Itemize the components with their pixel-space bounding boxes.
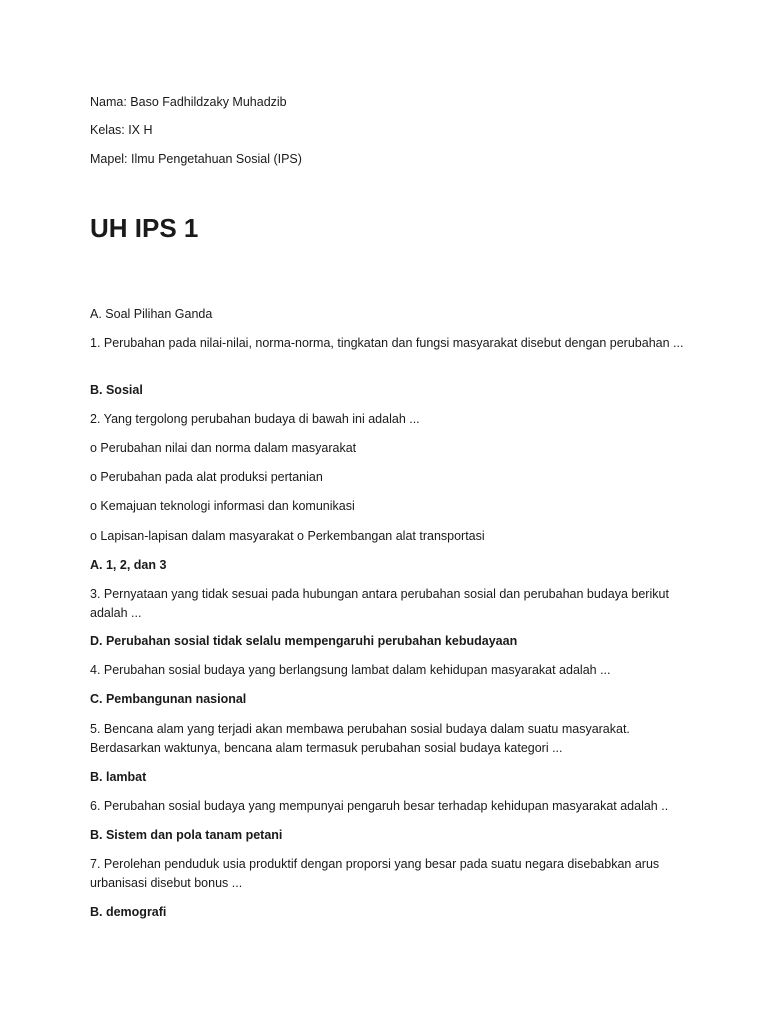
question-7: 7. Perolehan penduduk usia produktif dengan proporsi yang besar pada suatu negara disebabkan arus urbanisasi disebut bonus ... xyxy=(90,857,660,890)
question-6: 6. Perubahan sosial budaya yang mempunyai pengaruh besar terhadap kehidupan masyarakat adalah .. xyxy=(90,799,669,813)
page-title: UH IPS 1 xyxy=(90,213,199,243)
student-name: Nama: Baso Fadhildzaky Muhadzib xyxy=(90,95,287,109)
question-4: 4. Perubahan sosial budaya yang berlangsung lambat dalam kehidupan masyarakat adalah ... xyxy=(90,663,611,677)
answer-1: B. Sosial xyxy=(90,383,143,397)
question-5: 5. Bencana alam yang terjadi akan membawa perubahan sosial budaya dalam suatu masyarakat. Berdasarkan waktunya, bencana alam termasuk perubahan sosial budaya kategori ... xyxy=(90,722,630,755)
question-3: 3. Pernyataan yang tidak sesuai pada hubungan antara perubahan sosial dan perubahan budaya berikut adalah ... xyxy=(90,587,669,620)
question-2-option-1: o Perubahan nilai dan norma dalam masyarakat xyxy=(90,441,357,455)
answer-4: C. Pembangunan nasional xyxy=(90,692,247,706)
answer-2: A. 1, 2, dan 3 xyxy=(90,558,167,572)
section-heading: A. Soal Pilihan Ganda xyxy=(90,307,213,321)
question-1: 1. Perubahan pada nilai-nilai, norma-norma, tingkatan dan fungsi masyarakat disebut dengan perubahan ... xyxy=(90,336,684,350)
question-2-option-2: o Perubahan pada alat produksi pertanian xyxy=(90,470,323,484)
subject: Mapel: Ilmu Pengetahuan Sosial (IPS) xyxy=(90,152,302,166)
answer-3: D. Perubahan sosial tidak selalu mempengaruhi perubahan kebudayaan xyxy=(90,634,518,648)
question-2: 2. Yang tergolong perubahan budaya di bawah ini adalah ... xyxy=(90,412,420,426)
answer-6: B. Sistem dan pola tanam petani xyxy=(90,828,283,842)
answer-5: B. lambat xyxy=(90,770,147,784)
question-2-option-4: o Lapisan-lapisan dalam masyarakat o Perkembangan alat transportasi xyxy=(90,529,485,543)
student-class: Kelas: IX H xyxy=(90,123,153,137)
question-2-option-3: o Kemajuan teknologi informasi dan komunikasi xyxy=(90,499,355,513)
answer-7: B. demografi xyxy=(90,905,167,919)
